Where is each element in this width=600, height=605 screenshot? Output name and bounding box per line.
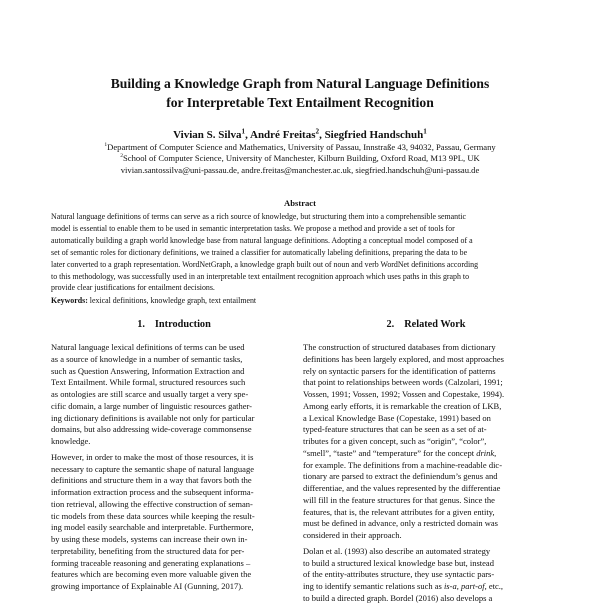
text-line: as a source of knowledge in a number of semantic tasks, <box>51 353 243 364</box>
keywords-label: Keywords: <box>51 296 88 305</box>
text-line: to build a directed graph. Bordel (2016) also develops a <box>303 592 493 603</box>
section-heading-related-work: 2. Related Work <box>386 319 466 330</box>
text-line: by using these models, systems can increase their own in- <box>51 534 248 544</box>
affiliations <box>40 142 560 176</box>
text-line: knowledge. <box>51 436 91 446</box>
italic-term: part-of <box>460 581 485 591</box>
text-line: tic models from these data sources while keeping the result- <box>51 510 255 521</box>
text-line: Natural language lexical definitions of terms can be used <box>51 342 245 352</box>
italic-term: is-a <box>443 581 457 591</box>
left-column <box>51 318 297 593</box>
affiliation-2: $^2$School of Computer Science, University of Manchester, Kilburn Building, Oxford Road, M13 9PL, UK <box>120 153 480 164</box>
text-line: features, that is, the relevant attributes for a given entity, <box>303 506 495 517</box>
text-line: differentiae, and the values represented by the differentiae <box>303 483 501 493</box>
abstract-line: set of semantic roles for dictionary definitions, we trained a classifier for automatically labeling definitions, preparing the data to be <box>51 247 468 257</box>
text-line: Text Entailment. While formal, structured resources such <box>51 377 246 388</box>
title-line-1: Building a Knowledge Graph from Natural Language Definitions <box>110 76 490 91</box>
text-line: as ontologies are still scarce and usually target a very spe- <box>51 389 249 399</box>
abstract-line: provide clear justifications for entailment decisions. <box>51 283 215 293</box>
text-line: definitions has been largely explored, and most approaches <box>303 353 504 364</box>
text-line: tion retrieval, allowing the effective construction of seman- <box>51 498 253 509</box>
abstract-line: Natural language definitions of terms can serve as a rich source of knowledge, but structuring them into a comprehensible semantic <box>51 212 467 221</box>
text-line: information extraction process and the subsequent informa- <box>51 487 254 497</box>
text-line: domains, but also addressing wide-coverage commonsense <box>51 424 252 435</box>
text-line: such as Question Answering, Information Extraction and <box>51 365 245 376</box>
text-line: will fill in the feature structures for that genus. Since the <box>303 494 495 505</box>
abstract-line: to this methodology, was successfully used in an interpretable text entailment recognition approach which uses paths in this graph to <box>51 271 470 281</box>
text-line: typed-feature structures that can be seen as a set of at- <box>303 424 487 435</box>
text-line: of the entity-attributes structure, they use syntactic pars- <box>303 569 495 580</box>
text-line: The construction of structured databases from dictionary <box>303 342 496 352</box>
keywords <box>51 295 256 306</box>
text-line: forming traceable reasoning and generating explanations – <box>51 557 251 568</box>
text-line: growing importance of Explainable AI (Gunning, 2017). <box>51 581 244 591</box>
text-line: must be defined in advance, only a restricted domain was <box>303 518 498 529</box>
author-list: Vivian S. Silva$^1$, André Freitas$^2$, Siegfried Handschuh$^1$ <box>173 127 427 141</box>
text-line: cific domain, a large number of linguistic resources gather- <box>51 400 253 411</box>
text-line: ing dictionary definitions is available not only for particular <box>51 412 255 423</box>
text-line: “smell”, “taste” and “temperature” for the concept drink, <box>303 447 497 458</box>
text-line: definitions and structure them in a way that favors both the <box>51 475 252 486</box>
text-line: Among early efforts, it is remarkable the creation of LKB, <box>303 400 502 411</box>
title-line-2: for Interpretable Text Entailment Recognition <box>166 95 434 110</box>
keywords-text: lexical definitions, knowledge graph, text entailment <box>87 296 257 305</box>
text-line: a Lexical Knowledge Base (Copestake, 1991) based on <box>303 412 491 423</box>
author-affil-mark: 1 <box>423 127 427 136</box>
right-column <box>303 318 549 605</box>
abstract-heading: Abstract <box>284 198 316 208</box>
text-line: necessary to capture the semantic shape of natural language <box>51 463 254 474</box>
text-line: However, in order to make the most of those resources, it is <box>51 451 254 462</box>
abstract-line: model is essential to enable them to be used in semantic interpretation tasks. We propose a method and provide a set of tools for <box>51 223 455 233</box>
author-name: Siegfried Handschuh <box>324 129 424 141</box>
author-affil-mark: 1 <box>241 127 246 136</box>
text-line: Vossen, 1991; Vossen, 1992; Vossen and Copestake, 1994). <box>303 389 505 399</box>
text-line: ing model easily searchable and interpretable. Furthermore, <box>51 522 254 533</box>
intro-paragraph-1 <box>51 342 297 448</box>
text-line: rely on syntactic parsers for the identification of patterns <box>303 365 496 376</box>
italic-term: drink <box>476 447 495 458</box>
author-affil-mark: 2 <box>315 127 320 136</box>
text-line: that point to relationships between words (Calzolari, 1991; <box>303 377 503 388</box>
affiliation-1: $^1$Department of Computer Science and Mathematics, University of Passau, Innstraße 43, 94032, Passau, Germany <box>104 142 496 152</box>
text-line: Dolan et al. (1993) also describe an automated strategy <box>303 545 491 556</box>
paper-title <box>40 74 560 112</box>
text-line: considered in their approach. <box>303 530 402 540</box>
abstract-line: automatically building a graph world knowledge base from natural language definitions. Adopting a conceptual model composed of a <box>51 235 473 245</box>
author-emails: vivian.santossilva@uni-passau.de, andre.freitas@manchester.ac.uk, siegfried.handschuh@uni-passau.de <box>120 164 480 175</box>
text-line: ing to identify semantic relations such as is-a, part-of, etc., <box>303 581 503 591</box>
text-line: tributes for a given concept, such as “origin”, “color”, <box>303 436 487 446</box>
text-line: tionary are parsed to extract the definiendum’s genus and <box>303 471 498 482</box>
abstract-body <box>51 211 549 294</box>
text-line: to build a structured lexical knowledge base but, instead <box>303 557 494 568</box>
author-name: André Freitas <box>250 129 316 141</box>
section-heading-introduction: 1. Introduction <box>137 319 211 330</box>
intro-paragraph-2 <box>51 452 297 593</box>
text-line: features which are becoming even more valuable given the <box>51 569 252 580</box>
related-paragraph-1 <box>303 342 549 542</box>
related-paragraph-2 <box>303 546 549 605</box>
text-line: terpretability, benefiting from the structured data for per- <box>51 545 245 556</box>
abstract-line: later converted to a graph representation. WordNetGraph, a knowledge graph built out of noun and verb WordNet definitions according <box>51 259 479 269</box>
text-line: for example. The definitions from a machine-readable dic- <box>303 459 503 470</box>
author-name: Vivian S. Silva <box>173 129 242 141</box>
